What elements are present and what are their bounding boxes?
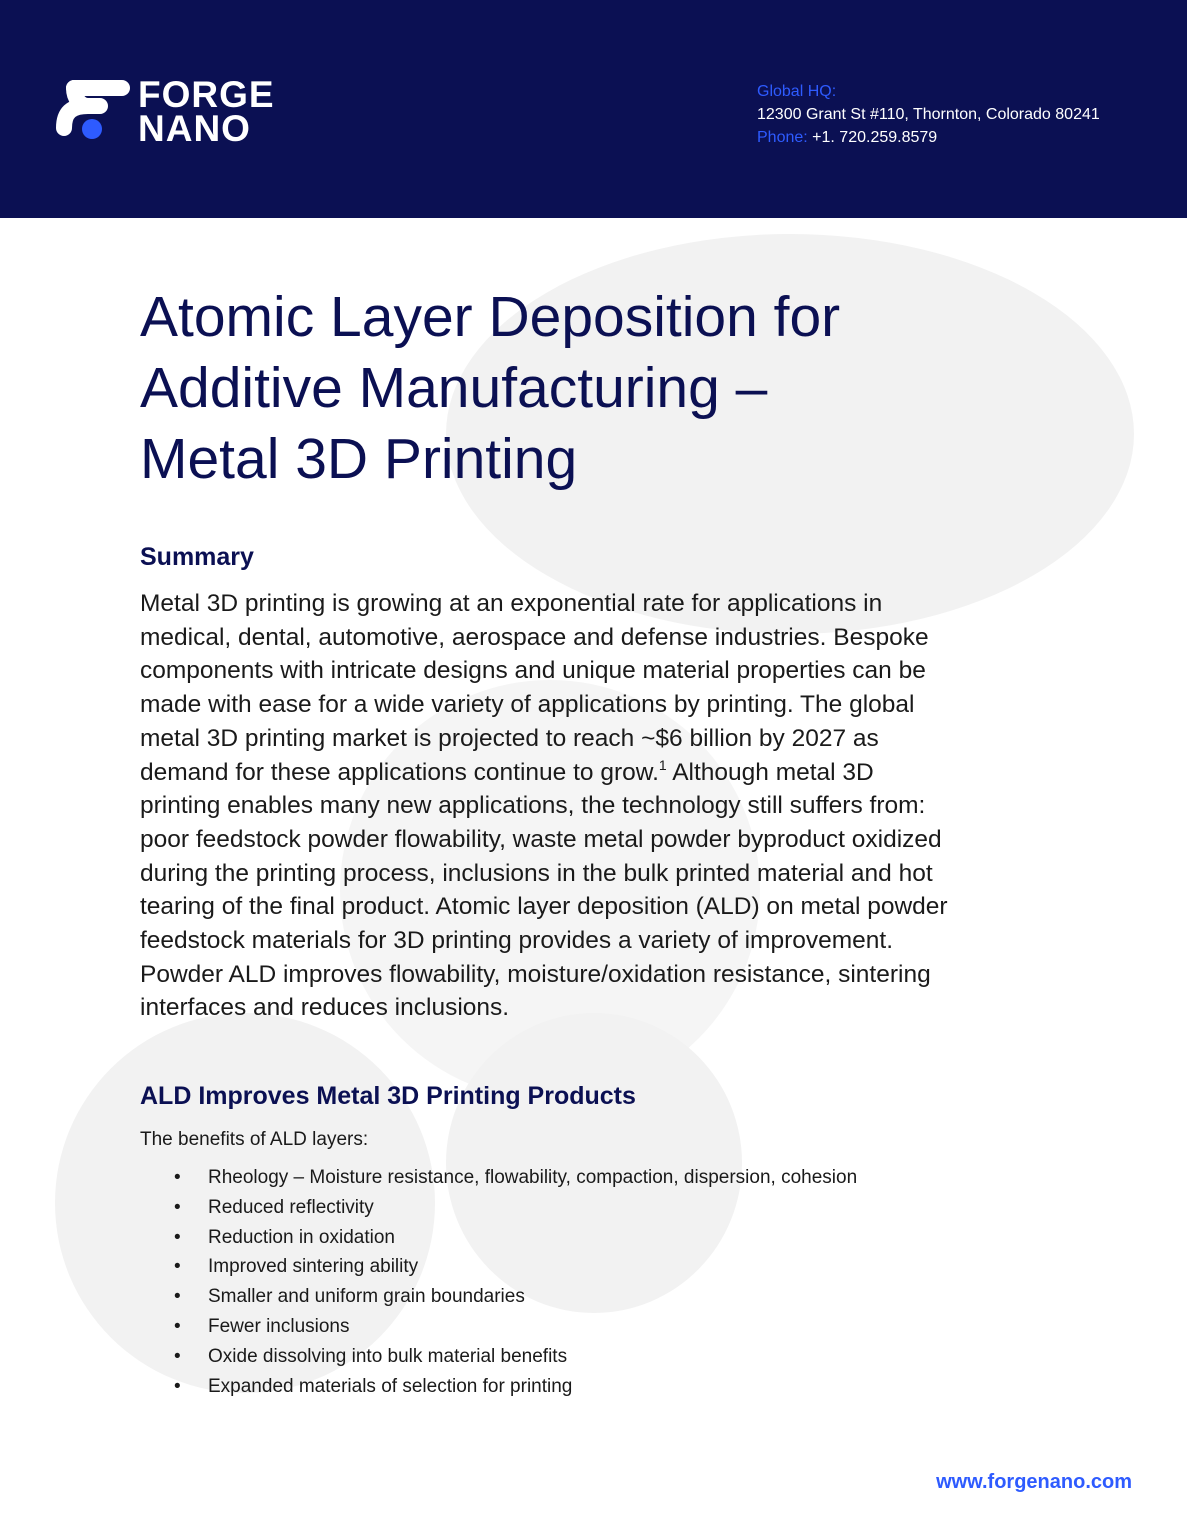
- title-line: Metal 3D Printing: [140, 427, 578, 491]
- benefit-text: Reduced reflectivity: [208, 1196, 374, 1218]
- list-item: [140, 1163, 857, 1193]
- bullet-icon: •: [174, 1167, 181, 1188]
- list-item: [140, 1342, 857, 1372]
- bullet-icon: •: [174, 1256, 181, 1278]
- hq-label: Global HQ:: [757, 83, 837, 100]
- benefits-intro: The benefits of ALD layers:: [140, 1129, 369, 1150]
- list-item: [140, 1193, 857, 1223]
- benefit-text: Expanded materials of selection for printing: [208, 1375, 573, 1397]
- website-link[interactable]: www.forgenano.com: [936, 1471, 1132, 1493]
- bullet-icon: •: [174, 1226, 181, 1248]
- benefit-text: Rheology – Moisture resistance, flowability, compaction, dispersion, cohesion: [208, 1167, 858, 1188]
- hq-address: 12300 Grant St #110, Thornton, Colorado 80241: [757, 106, 1100, 123]
- summary-line: medical, dental, automotive, aerospace and defense industries. Bespoke: [140, 623, 929, 651]
- benefit-text: Smaller and uniform grain boundaries: [208, 1286, 525, 1308]
- benefit-text: Fewer inclusions: [208, 1315, 350, 1337]
- summary-line: Powder ALD improves flowability, moisture/oxidation resistance, sintering: [140, 960, 931, 988]
- summary-line: components with intricate designs and unique material properties can be: [140, 657, 926, 685]
- summary-line: tearing of the final product. Atomic layer deposition (ALD) on metal powder: [140, 893, 948, 921]
- summary-line: during the printing process, inclusions in the bulk printed material and hot: [140, 859, 933, 887]
- summary-line: interfaces and reduces inclusions.: [140, 994, 510, 1022]
- bullet-icon: •: [174, 1286, 181, 1308]
- summary-line-part: demand for these applications continue to grow.: [140, 758, 659, 786]
- summary-line: feedstock materials for 3D printing provides a variety of improvement.: [140, 927, 894, 955]
- list-item: [140, 1223, 857, 1253]
- list-item: [140, 1282, 857, 1312]
- benefit-text: Oxide dissolving into bulk material benefits: [208, 1345, 568, 1367]
- summary-line-part: Although metal 3D: [672, 758, 874, 786]
- phone-number: +1. 720.259.8579: [812, 129, 938, 146]
- title-line: Additive Manufacturing –: [140, 356, 768, 420]
- summary-line: poor feedstock powder flowability, waste metal powder byproduct oxidized: [140, 825, 942, 853]
- list-item: [140, 1312, 857, 1342]
- logo-word-forge: FORGE: [138, 74, 275, 115]
- bullet-icon: •: [174, 1315, 181, 1337]
- bullet-icon: •: [174, 1375, 181, 1397]
- logo-word-nano: NANO: [138, 108, 251, 149]
- summary-line: metal 3D printing market is projected to reach ~$6 billion by 2027 as: [140, 724, 879, 752]
- list-item: [140, 1372, 857, 1402]
- summary-heading: Summary: [140, 543, 254, 571]
- benefit-text: Reduction in oxidation: [208, 1226, 395, 1248]
- benefits-list: [140, 1163, 857, 1401]
- title-line: Atomic Layer Deposition for: [140, 285, 841, 349]
- phone-label: Phone:: [757, 129, 808, 146]
- ald-heading: ALD Improves Metal 3D Printing Products: [140, 1082, 636, 1110]
- page-title: [140, 282, 1100, 495]
- summary-line-with-footnote: [140, 756, 1060, 790]
- benefit-text: Improved sintering ability: [208, 1256, 419, 1278]
- bullet-icon: •: [174, 1345, 181, 1367]
- list-item: [140, 1252, 857, 1282]
- footnote-ref: 1: [658, 756, 667, 773]
- summary-line: made with ease for a wide variety of applications by printing. The global: [140, 691, 915, 719]
- summary-line: Metal 3D printing is growing at an exponential rate for applications in: [140, 590, 883, 617]
- summary-line: printing enables many new applications, the technology still suffers from:: [140, 792, 926, 820]
- summary-paragraph: [140, 587, 1060, 1025]
- bullet-icon: •: [174, 1196, 181, 1218]
